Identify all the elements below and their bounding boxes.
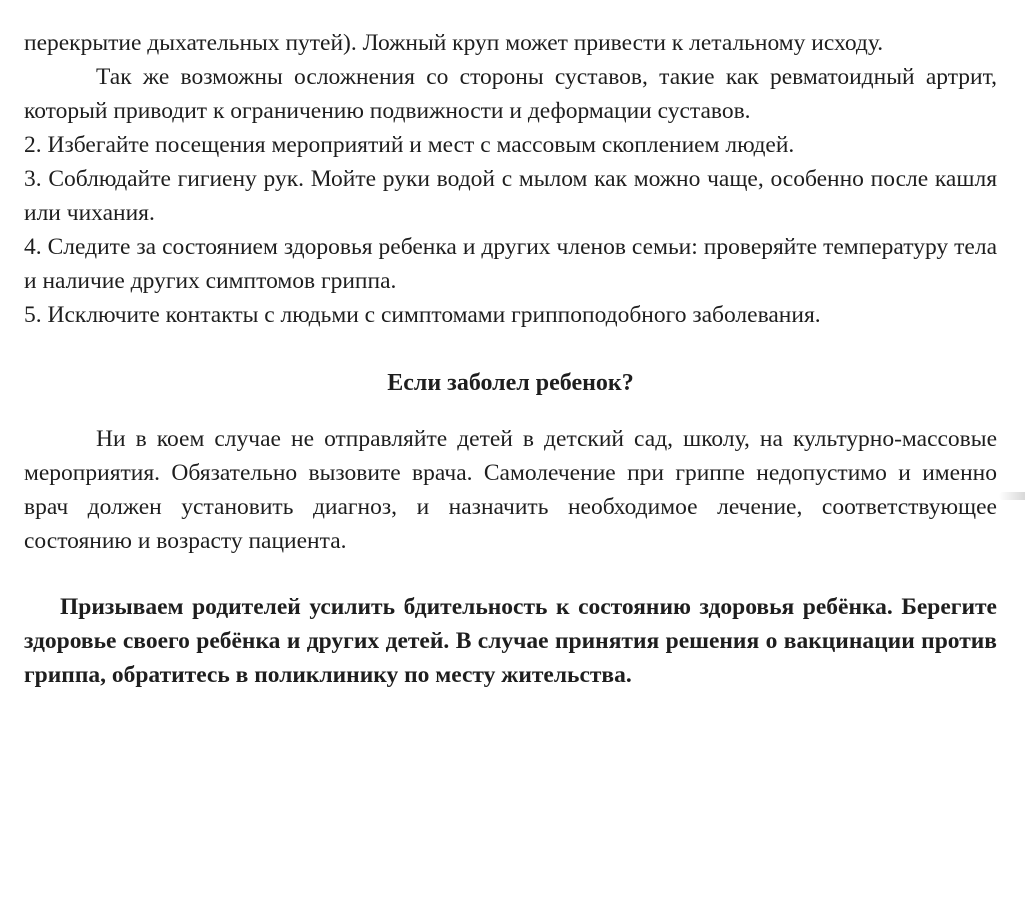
paragraph-joint-complications: Так же возможны осложнения со стороны суставов, такие как ревматоидный артрит, который приводит к ограничению подвижности и деформации суставов.: [24, 64, 997, 124]
list-item-monitor-health: 4. Следите за состоянием здоровья ребенка и других членов семьи: проверяйте температуру тела и наличие других симптомов гриппа.: [24, 234, 997, 294]
list-item-avoid-contacts: 5. Исключите контакты с людьми с симптомами гриппоподобного заболевания.: [24, 302, 821, 328]
list-item-hand-hygiene: 3. Соблюдайте гигиену рук. Мойте руки водой с мылом как можно чаще, особенно после кашля или чихания.: [24, 166, 997, 226]
scan-edge-mark: [999, 492, 1025, 500]
document-page: [24, 26, 997, 716]
paragraph-parent-appeal: Призываем родителей усилить бдительность к состоянию здоровья ребёнка. Берегите здоровье своего ребёнка и других детей. В случае принятия решения о вакцинации против гриппа, обратитесь в поликлинику по месту жительства.: [24, 594, 997, 688]
paragraph-sick-child-advice: Ни в коем случае не отправляйте детей в детский сад, школу, на культурно-массовые мероприятия. Обязательно вызовите врача. Самолечение при гриппе недопустимо и именно врач должен установить диагноз, и назначить необходимое лечение, соответствующее состоянию и возрасту пациента.: [24, 426, 997, 554]
paragraph-croup-continuation: перекрытие дыхательных путей). Ложный круп может привести к летальному исходу.: [24, 30, 884, 56]
list-item-avoid-crowds: 2. Избегайте посещения мероприятий и мест с массовым скоплением людей.: [24, 132, 795, 158]
section-heading-sick-child: Если заболел ребенок?: [387, 370, 634, 396]
